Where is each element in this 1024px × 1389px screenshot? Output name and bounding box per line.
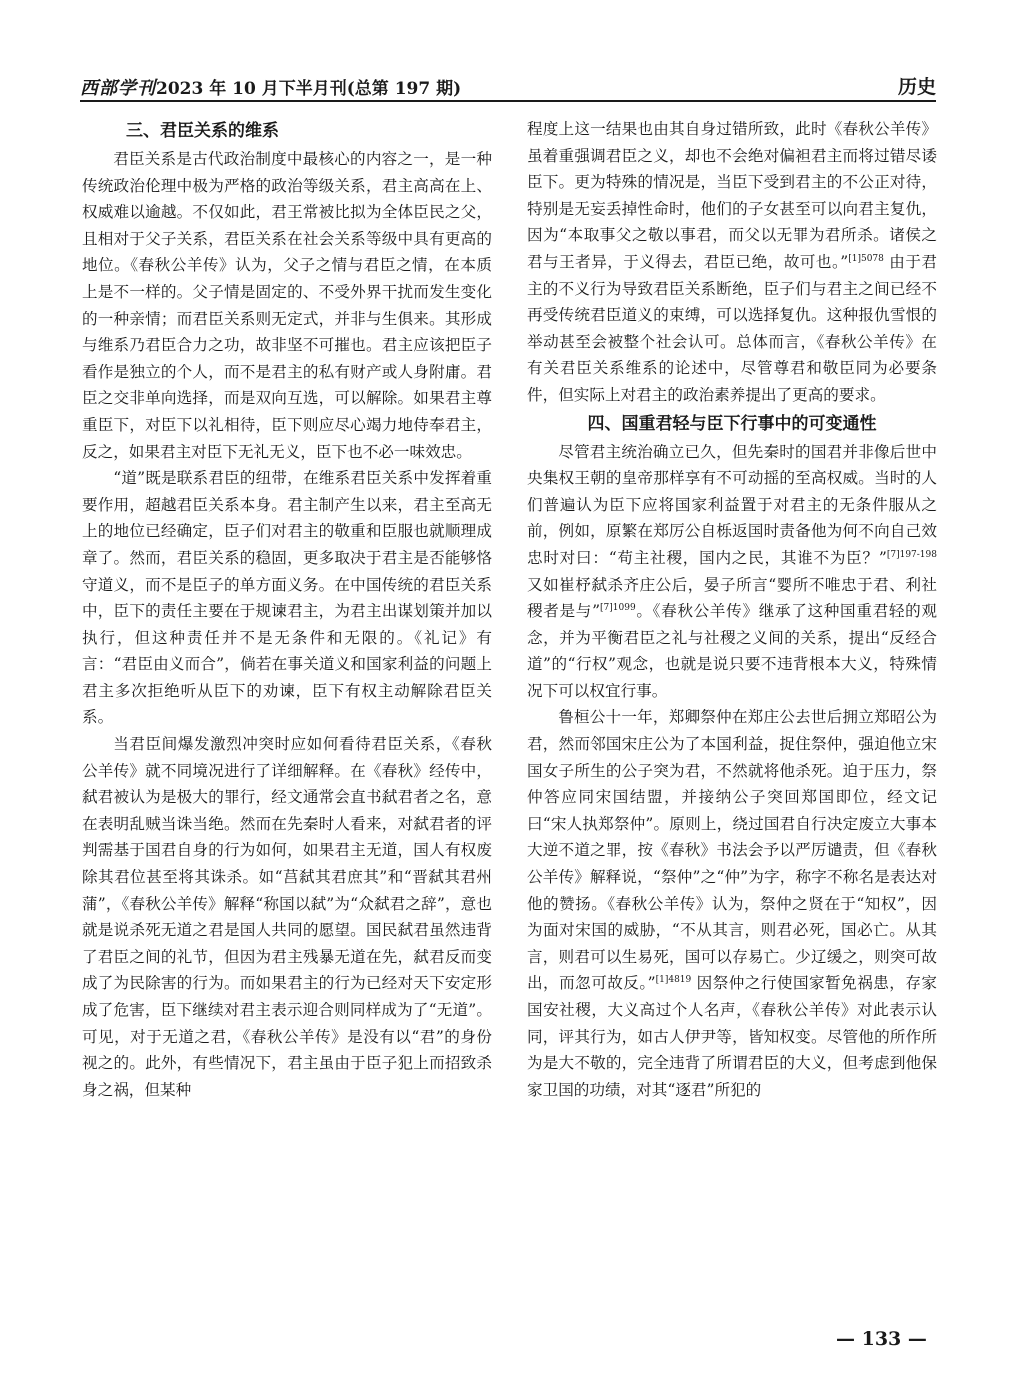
right-column: [527, 116, 937, 1103]
left-column: [82, 116, 492, 1103]
paragraph: “道”既是联系君臣的纽带，在维系君臣关系中发挥着重要作用，超越君臣关系本身。君主制产生以来，君主至高无上的地位已经确定，臣子们对君主的敬重和臣服也就顺理成章了。然而，君臣关系的稳固，更多取决于君主是否能够恪守道义，而不是臣子的单方面义务。在中国传统的君臣关系中，臣下的责任主要在于规谏君主，为君主出谋划策并加以执行，但这种责任并不是无条件和无限的。《礼记》有言：“君臣由义而合”，倘若在事关道义和国家利益的问题上君主多次拒绝听从臣下的劝谏，臣下有权主动解除君臣关系。: [82, 469, 492, 727]
text-run: 又如崔杼弑杀齐庄公后，晏子所言“婴所不唯忠于君、利社稷者是与”: [527, 575, 937, 621]
text-run: 因祭仲之行使国家暂免祸患，存家国安社稷，大义高过个人名声，《春秋公羊传》对此表示认同，评其行为，如古人伊尹等，皆知权变。尽管他的所作所为是大不敬的，完全违背了所谓君臣的大义，但考虑到他保家卫国的功绩，对其“逐君”所犯的: [527, 974, 937, 1099]
paragraph: 君臣关系是古代政治制度中最核心的内容之一，是一种传统政治伦理中极为严格的政治等级关系，君主高高在上、权威难以逾越。不仅如此，君王常被比拟为全体臣民之父，且相对于父子关系，君臣关系在社会关系等级中具有更高的地位。《春秋公羊传》认为，父子之情与君臣之情，在本质上是不一样的。父子情是固定的、不受外界干扰而发生变化的一种亲情；而君臣关系则无定式，并非与生俱来。其形成与维系乃君臣合力之功，故非坚不可摧也。君主应该把臣子看作是独立的个人，而不是君主的私有财产或人身附庸。君臣之交非单向选择，而是双向互选，可以解除。如果君主尊重臣下，对臣下以礼相待，臣下则应尽心竭力地侍奉君主，反之，如果君主对臣下无礼无义，臣下也不必一味效忠。: [82, 150, 492, 461]
citation-ref: [1]5078: [848, 253, 884, 264]
text-run: 鲁桓公十一年，郑卿祭仲在郑庄公去世后拥立郑昭公为君，然而邻国宋庄公为了本国利益，捉住祭仲，强迫他立宋国女子所生的公子突为君，不然就将他杀死。迫于压力，祭仲答应同宋国结盟，并接纳公子突回郑国即位，经文记曰“宋人执郑祭仲”。原则上，绕过国君自行决定废立大事本大逆不道之罪，按《春秋》书法会予以严厉谴责，但《春秋公羊传》解释说，“祭仲”之“仲”为字，称字不称名是表达对他的赞扬。《春秋公羊传》认为，祭仲之贤在于“知权”，因为面对宋国的威胁，“不从其言，则君必死，国必亡。从其言，则君可以生易死，国可以存易亡。少辽缓之，则突可故出，而忽可故反。”: [527, 708, 937, 993]
citation-ref: [7]1099: [600, 602, 636, 613]
journal-issue: [80, 74, 461, 100]
journal-logo: 西部学刊: [80, 78, 156, 99]
text-run: 尽管君主统治确立已久，但先秦时的国君并非像后世中央集权王朝的皇帝那样享有不可动摇的至高权威。当时的人们普遍认为臣下应将国家利益置于对君主的无条件服从之前，例如，原繁在郑厉公自栎返国时责备他为何不向自己效忠时对曰：“苟主社稷，国内之民，其谁不为臣？”: [527, 442, 937, 567]
running-header: [80, 70, 936, 104]
paragraph: 当君臣间爆发激烈冲突时应如何看待君臣关系，《春秋公羊传》就不同境况进行了详细解释。在《春秋》经传中，弑君被认为是极大的罪行，经文通常会直书弑君者之名，意在表明乱贼当诛当绝。然而在先秦时人看来，对弑君者的评判需基于国君自身的行为如何，如果君主无道，国人有权废除其君位甚至将其诛杀。如“莒弑其君庶其”和“晋弑其君州蒲”，《春秋公羊传》解释“称国以弑”为“众弑君之辞”，意也就是说杀死无道之君是国人共同的愿望。国民弑君虽然违背了君臣之间的礼节，但因为君主残暴无道在先，弑君反而变成了为民除害的行为。而如果君主的行为已经对天下安定形成了危害，臣下继续对君主表示迎合则同样成为了“无道”。可见，对于无道之君，《春秋公羊传》是没有以“君”的身份视之的。此外，有些情况下，君主虽由于臣子犯上而招致杀身之祸，但某种: [82, 735, 492, 1099]
header-rule: [80, 100, 936, 102]
text-run: 。《春秋公羊传》继承了这种国重君轻的观念，并为平衡君臣之礼与社稷之义间的关系，提出“反经合道”的“行权”观念，也就是说只要不违背根本大义，特殊情况下可以权宜行事。: [527, 602, 937, 700]
paragraph: [527, 704, 937, 1103]
text-run: 由于君主的不义行为导致君臣关系断绝，臣子们与君主之间已经不再受传统君臣道义的束缚，可以选择复仇。这种报仇雪恨的举动甚至会被整个社会认可。总体而言，《春秋公羊传》在有关君臣关系维系的论述中，尽管尊君和敬臣同为必要条件，但实际上对君主的政治素养提出了更高的要求。: [527, 252, 937, 404]
issue-label: 2023 年 10 月下半月刊(总第 197 期): [156, 79, 462, 99]
paragraph: [527, 439, 937, 705]
section-heading-4: 四、国重君轻与臣下行事中的可变通性: [587, 413, 877, 434]
section-heading-3: 三、君臣关系的维系: [126, 121, 279, 141]
paragraph-continued: [527, 116, 937, 409]
citation-ref: [1]4819: [655, 975, 692, 986]
section-label: 历史: [897, 76, 936, 98]
citation-ref: [7]197-198: [886, 549, 937, 560]
page-number: — 133 —: [836, 1328, 927, 1350]
text-run: 程度上这一结果也由其自身过错所致，此时《春秋公羊传》虽着重强调君臣之义，却也不会绝对偏袒君主而将过错尽诿臣下。更为特殊的情况是，当臣下受到君主的不公正对待，特别是无妄丢掉性命时，他们的子女甚至可以向君主复仇，因为“本取事父之敬以事君，而父以无罪为君所杀。诸侯之君与王者异，于义得去，君臣已绝，故可也。”: [527, 120, 937, 271]
